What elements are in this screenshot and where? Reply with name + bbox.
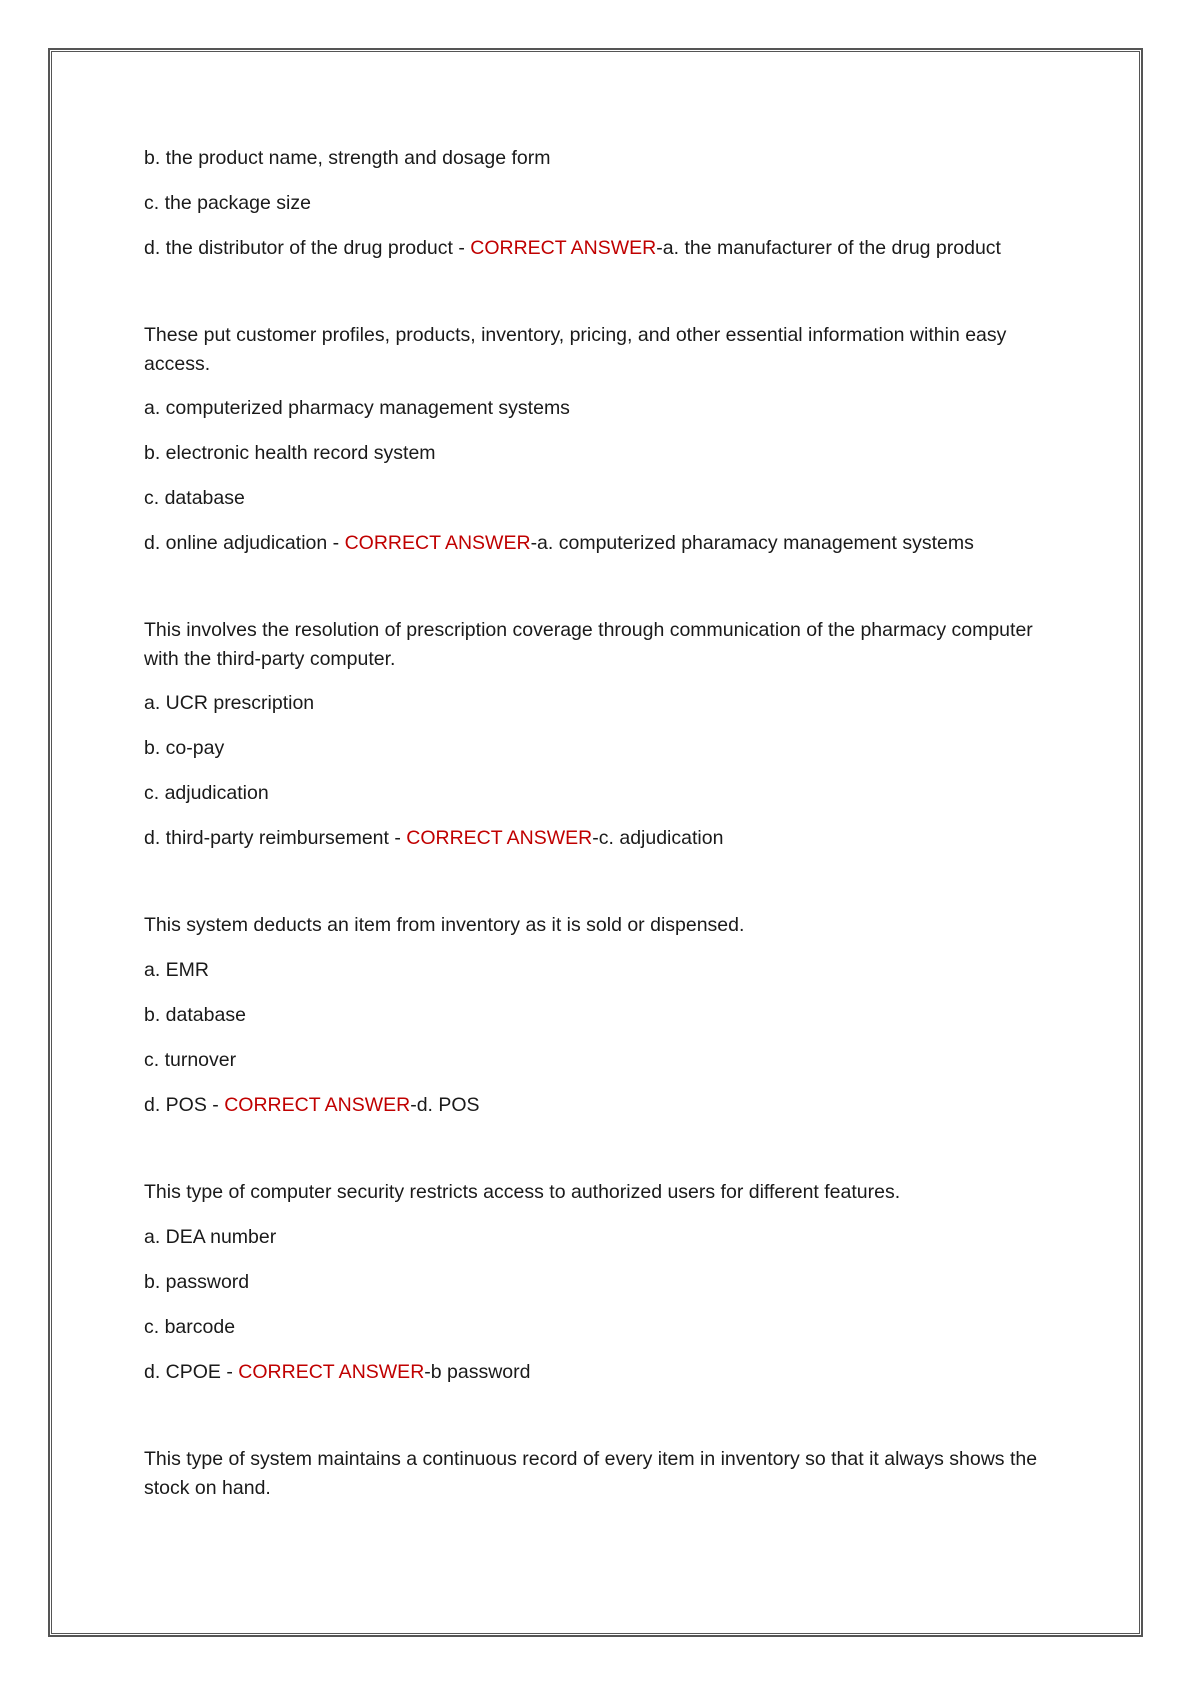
option-c: c. the package size — [144, 192, 311, 214]
option-c: c. adjudication — [144, 782, 269, 804]
option-b: b. password — [144, 1271, 250, 1293]
option-a: a. computerized pharmacy management systems — [144, 397, 570, 419]
option-d-with-answer — [144, 529, 1059, 558]
option-d: d. third-party reimbursement - — [144, 827, 407, 849]
option-d: d. POS - — [144, 1094, 225, 1116]
question-text: This involves the resolution of prescription coverage through communication of the pharmacy computer with the third-party computer. — [144, 619, 1033, 670]
question-text: This system deducts an item from inventory as it is sold or dispensed. — [144, 914, 745, 936]
answer-text: -a. the manufacturer of the drug product — [656, 237, 1001, 259]
option-d: d. online adjudication - — [144, 532, 345, 554]
option-d-with-answer — [144, 1358, 1059, 1387]
question-block-2 — [144, 321, 1059, 558]
option-d-with-answer — [144, 1091, 1059, 1120]
correct-answer-label: CORRECT ANSWER — [238, 1361, 425, 1383]
option-c: c. turnover — [144, 1049, 237, 1071]
question-block-1 — [144, 144, 1059, 263]
answer-text: -a. computerized pharamacy management systems — [530, 532, 974, 554]
document-body — [144, 144, 1059, 1518]
answer-text: -c. adjudication — [592, 827, 724, 849]
option-b: b. database — [144, 1004, 246, 1026]
option-a: a. DEA number — [144, 1226, 277, 1248]
correct-answer-label: CORRECT ANSWER — [406, 827, 593, 849]
option-d-with-answer — [144, 234, 1059, 263]
question-text: These put customer profiles, products, inventory, pricing, and other essential information within easy access. — [144, 324, 1007, 375]
question-text: This type of computer security restricts access to authorized users for different features. — [144, 1181, 901, 1203]
question-block-5 — [144, 1178, 1059, 1387]
correct-answer-label: CORRECT ANSWER — [470, 237, 657, 259]
question-text: This type of system maintains a continuous record of every item in inventory so that it always shows the stock on hand. — [144, 1448, 1038, 1499]
option-a: a. UCR prescription — [144, 692, 315, 714]
option-b: b. electronic health record system — [144, 442, 436, 464]
option-d-with-answer — [144, 824, 1059, 853]
correct-answer-label: CORRECT ANSWER — [224, 1094, 411, 1116]
option-b: b. the product name, strength and dosage form — [144, 147, 551, 169]
option-b: b. co-pay — [144, 737, 225, 759]
question-block-6 — [144, 1445, 1059, 1503]
option-c: c. barcode — [144, 1316, 236, 1338]
answer-text: -b password — [424, 1361, 531, 1383]
option-c: c. database — [144, 487, 245, 509]
option-d: d. the distributor of the drug product - — [144, 237, 471, 259]
option-d: d. CPOE - — [144, 1361, 239, 1383]
question-block-3 — [144, 616, 1059, 853]
correct-answer-label: CORRECT ANSWER — [344, 532, 531, 554]
question-block-4 — [144, 911, 1059, 1120]
option-a: a. EMR — [144, 959, 210, 981]
answer-text: -d. POS — [410, 1094, 480, 1116]
